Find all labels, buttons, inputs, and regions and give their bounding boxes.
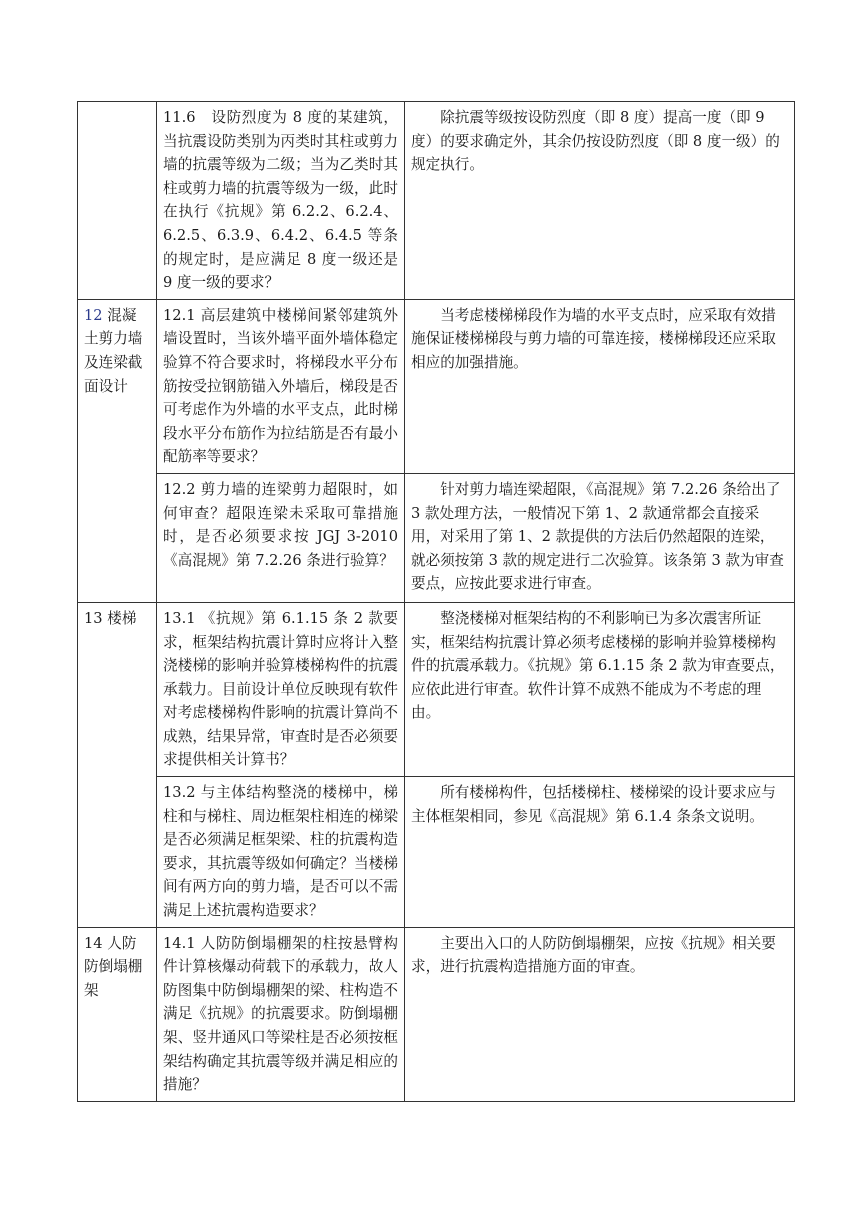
answer-cell: 整浇楼梯对框架结构的不利影响已为多次震害所证实，框架结构抗震计算必须考虑楼梯的影响并验算楼梯构件的抗震承载力。《抗规》第 6.1.15 条 2 款为审查要点，应依此进行审查。软件计算不成熟不能成为不考虑的理由。 [405, 602, 795, 776]
category-number: 12 [84, 306, 103, 324]
question-cell: 14.1 人防防倒塌棚架的柱按悬臂构件计算核爆动荷载下的承载力，故人防图集中防倒塌棚架的梁、柱构造不满足《抗规》的抗震要求。防倒塌棚架、竖井通风口等梁柱是否必须按框架结构确定其抗震等级并满足相应的措施？ [157, 927, 405, 1101]
category-number: 13 [84, 609, 103, 627]
table-row [78, 473, 795, 602]
answer-cell: 主要出入口的人防防倒塌棚架，应按《抗规》相关要求，进行抗震构造措施方面的审查。 [405, 927, 795, 1101]
category-cell [78, 602, 157, 927]
table-row [78, 299, 795, 473]
table-row [78, 927, 795, 1101]
answer-cell: 所有楼梯构件，包括楼梯柱、楼梯梁的设计要求应与主体框架相同，参见《高混规》第 6.1.4 条条文说明。 [405, 777, 795, 928]
table-row [78, 777, 795, 928]
answer-cell: 除抗震等级按设防烈度（即 8 度）提高一度（即 9 度）的要求确定外，其余仍按设防烈度（即 8 度一级）的规定执行。 [405, 102, 795, 300]
category-title: 混凝土剪力墙及连梁截面设计 [84, 306, 143, 395]
category-cell [78, 102, 157, 300]
category-number: 14 [84, 934, 103, 952]
question-cell: 13.1 《抗规》第 6.1.15 条 2 款要求，框架结构抗震计算时应将计入整浇楼梯的影响并验算楼梯构件的抗震承载力。目前设计单位反映现有软件对考虑楼梯构件影响的抗震计算尚不成熟，结果异常，审查时是否必须要求提供相关计算书？ [157, 602, 405, 776]
category-cell [78, 927, 157, 1101]
table-row [78, 102, 795, 300]
question-cell: 12.2 剪力墙的连梁剪力超限时，如何审查？超限连梁未采取可靠措施时，是否必须要求按 JGJ 3-2010《高混规》第 7.2.26 条进行验算？ [157, 473, 405, 602]
category-title: 人防防倒塌棚架 [84, 934, 143, 999]
category-cell [78, 299, 157, 602]
question-cell: 12.1 高层建筑中楼梯间紧邻建筑外墙设置时，当该外墙平面外墙体稳定验算不符合要求时，将梯段水平分布筋按受拉钢筋锚入外墙后，梯段是否可考虑作为外墙的水平支点，此时梯段水平分布筋作为拉结筋是否有最小配筋率等要求？ [157, 299, 405, 473]
category-title: 楼梯 [107, 609, 137, 627]
question-cell: 13.2 与主体结构整浇的楼梯中，梯柱和与梯柱、周边框架柱相连的梯梁是否必须满足框架梁、柱的抗震构造要求，其抗震等级如何确定？当楼梯间有两方向的剪力墙，是否可以不需满足上述抗震构造要求？ [157, 777, 405, 928]
answer-cell: 针对剪力墙连梁超限，《高混规》第 7.2.26 条给出了 3 款处理方法，一般情况下第 1、2 款通常都会直接采用，对采用了第 1、2 款提供的方法后仍然超限的连梁，就必须按第 3 款的规定进行二次验算。该条第 3 款为审查要点，应按此要求进行审查。 [405, 473, 795, 602]
qa-table [77, 101, 795, 1102]
question-cell: 11.6 设防烈度为 8 度的某建筑，当抗震设防类别为丙类时其柱或剪力墙的抗震等级为二级；当为乙类时其柱或剪力墙的抗震等级为一级，此时在执行《抗规》第 6.2.2、6.2.4、6.2.5、6.3.9、6.4.2、6.4.5 等条的规定时，是应满足 8 度一级还是 9 度一级的要求？ [157, 102, 405, 300]
answer-cell: 当考虑楼梯梯段作为墙的水平支点时，应采取有效措施保证楼梯梯段与剪力墙的可靠连接，楼梯梯段还应采取相应的加强措施。 [405, 299, 795, 473]
table-row [78, 602, 795, 776]
